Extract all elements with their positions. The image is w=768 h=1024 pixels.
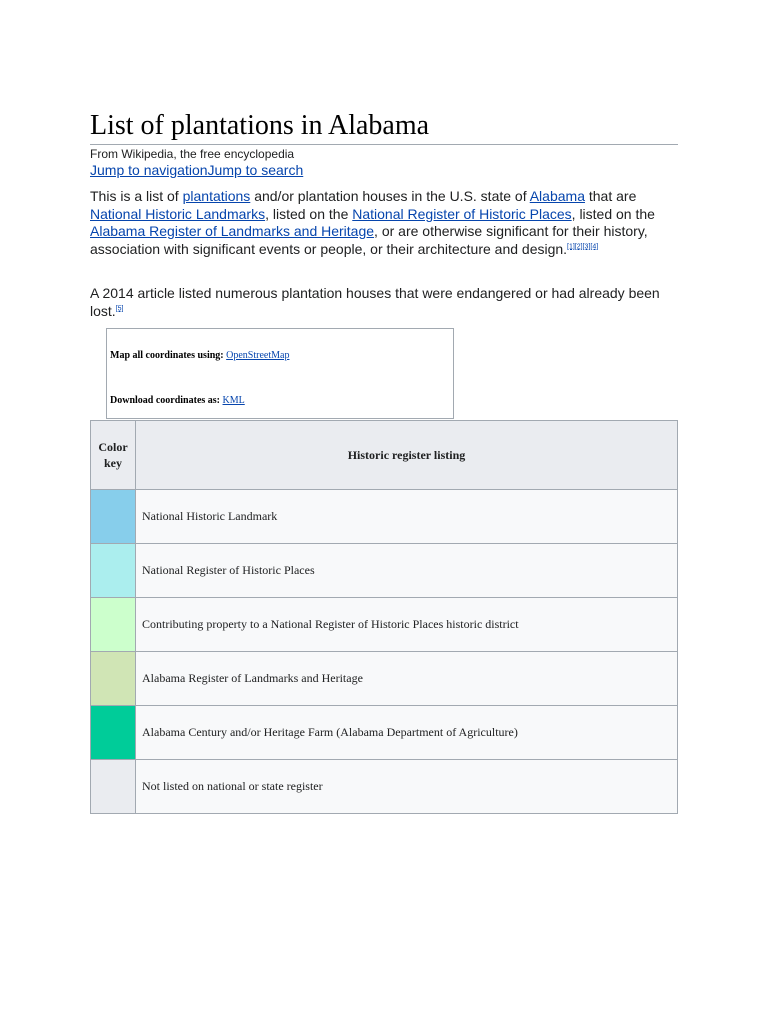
endangered-paragraph: [90, 285, 678, 320]
color-swatch: [91, 760, 136, 814]
color-key-table: [90, 420, 678, 814]
plantations-link[interactable]: plantations: [182, 188, 251, 204]
color-swatch: [91, 490, 136, 544]
openstreetmap-link[interactable]: OpenStreetMap: [226, 350, 290, 361]
alabama-link[interactable]: Alabama: [529, 188, 585, 204]
historic-register-header: Historic register listing: [136, 421, 678, 490]
intro-text: that are: [584, 188, 637, 204]
site-tagline: From Wikipedia, the free encyclopedia: [90, 147, 295, 161]
color-key-header: Color key: [91, 421, 136, 490]
color-swatch: [91, 598, 136, 652]
alabama-register-link[interactable]: Alabama Register of Landmarks and Heritage: [90, 223, 375, 240]
intro-text: and/or plantation houses in the U.S. state of: [250, 188, 530, 204]
citation-link[interactable]: [1][2][3][4]: [567, 243, 599, 251]
listing-label: Contributing property to a National Register of Historic Places historic district: [136, 598, 678, 652]
color-swatch: [91, 706, 136, 760]
listing-label: Not listed on national or state register: [136, 760, 678, 814]
intro-paragraph: [90, 188, 678, 258]
table-row: [91, 652, 678, 706]
citation-link[interactable]: [5]: [115, 304, 124, 312]
listing-label: National Historic Landmark: [136, 490, 678, 544]
intro-text: , or are otherwise significant for their history, association with significant events or people, or their architecture and design.: [90, 223, 648, 257]
intro-text: , listed on the: [571, 205, 655, 222]
table-row: [91, 706, 678, 760]
national-register-link[interactable]: National Register of Historic Places: [352, 205, 572, 222]
map-coordinates-label: Map all coordinates using:: [110, 350, 224, 361]
endangered-text: A 2014 article listed numerous plantation houses that were endangered or had already been lost.: [90, 285, 660, 319]
listing-label: National Register of Historic Places: [136, 544, 678, 598]
page-title: List of plantations in Alabama: [90, 108, 678, 145]
jump-to-navigation-link[interactable]: Jump to navigation: [90, 162, 208, 178]
listing-label: Alabama Century and/or Heritage Farm (Alabama Department of Agriculture): [136, 706, 678, 760]
table-row: [91, 544, 678, 598]
listing-label: Alabama Register of Landmarks and Heritage: [136, 652, 678, 706]
color-swatch: [91, 652, 136, 706]
jump-links: [90, 162, 303, 178]
intro-text: , listed on the: [265, 205, 353, 222]
table-row: [91, 490, 678, 544]
table-header-row: [91, 421, 678, 490]
table-row: [91, 760, 678, 814]
kml-link[interactable]: KML: [222, 395, 245, 406]
map-coordinates-line: [110, 350, 289, 361]
coordinates-box: [106, 328, 454, 419]
intro-text: This is a list of: [90, 188, 183, 204]
download-coordinates-label: Download coordinates as:: [110, 395, 221, 406]
color-swatch: [91, 544, 136, 598]
download-coordinates-line: [110, 395, 245, 406]
table-row: [91, 598, 678, 652]
national-historic-landmarks-link[interactable]: National Historic Landmarks: [90, 205, 266, 222]
jump-to-search-link[interactable]: Jump to search: [207, 162, 304, 178]
